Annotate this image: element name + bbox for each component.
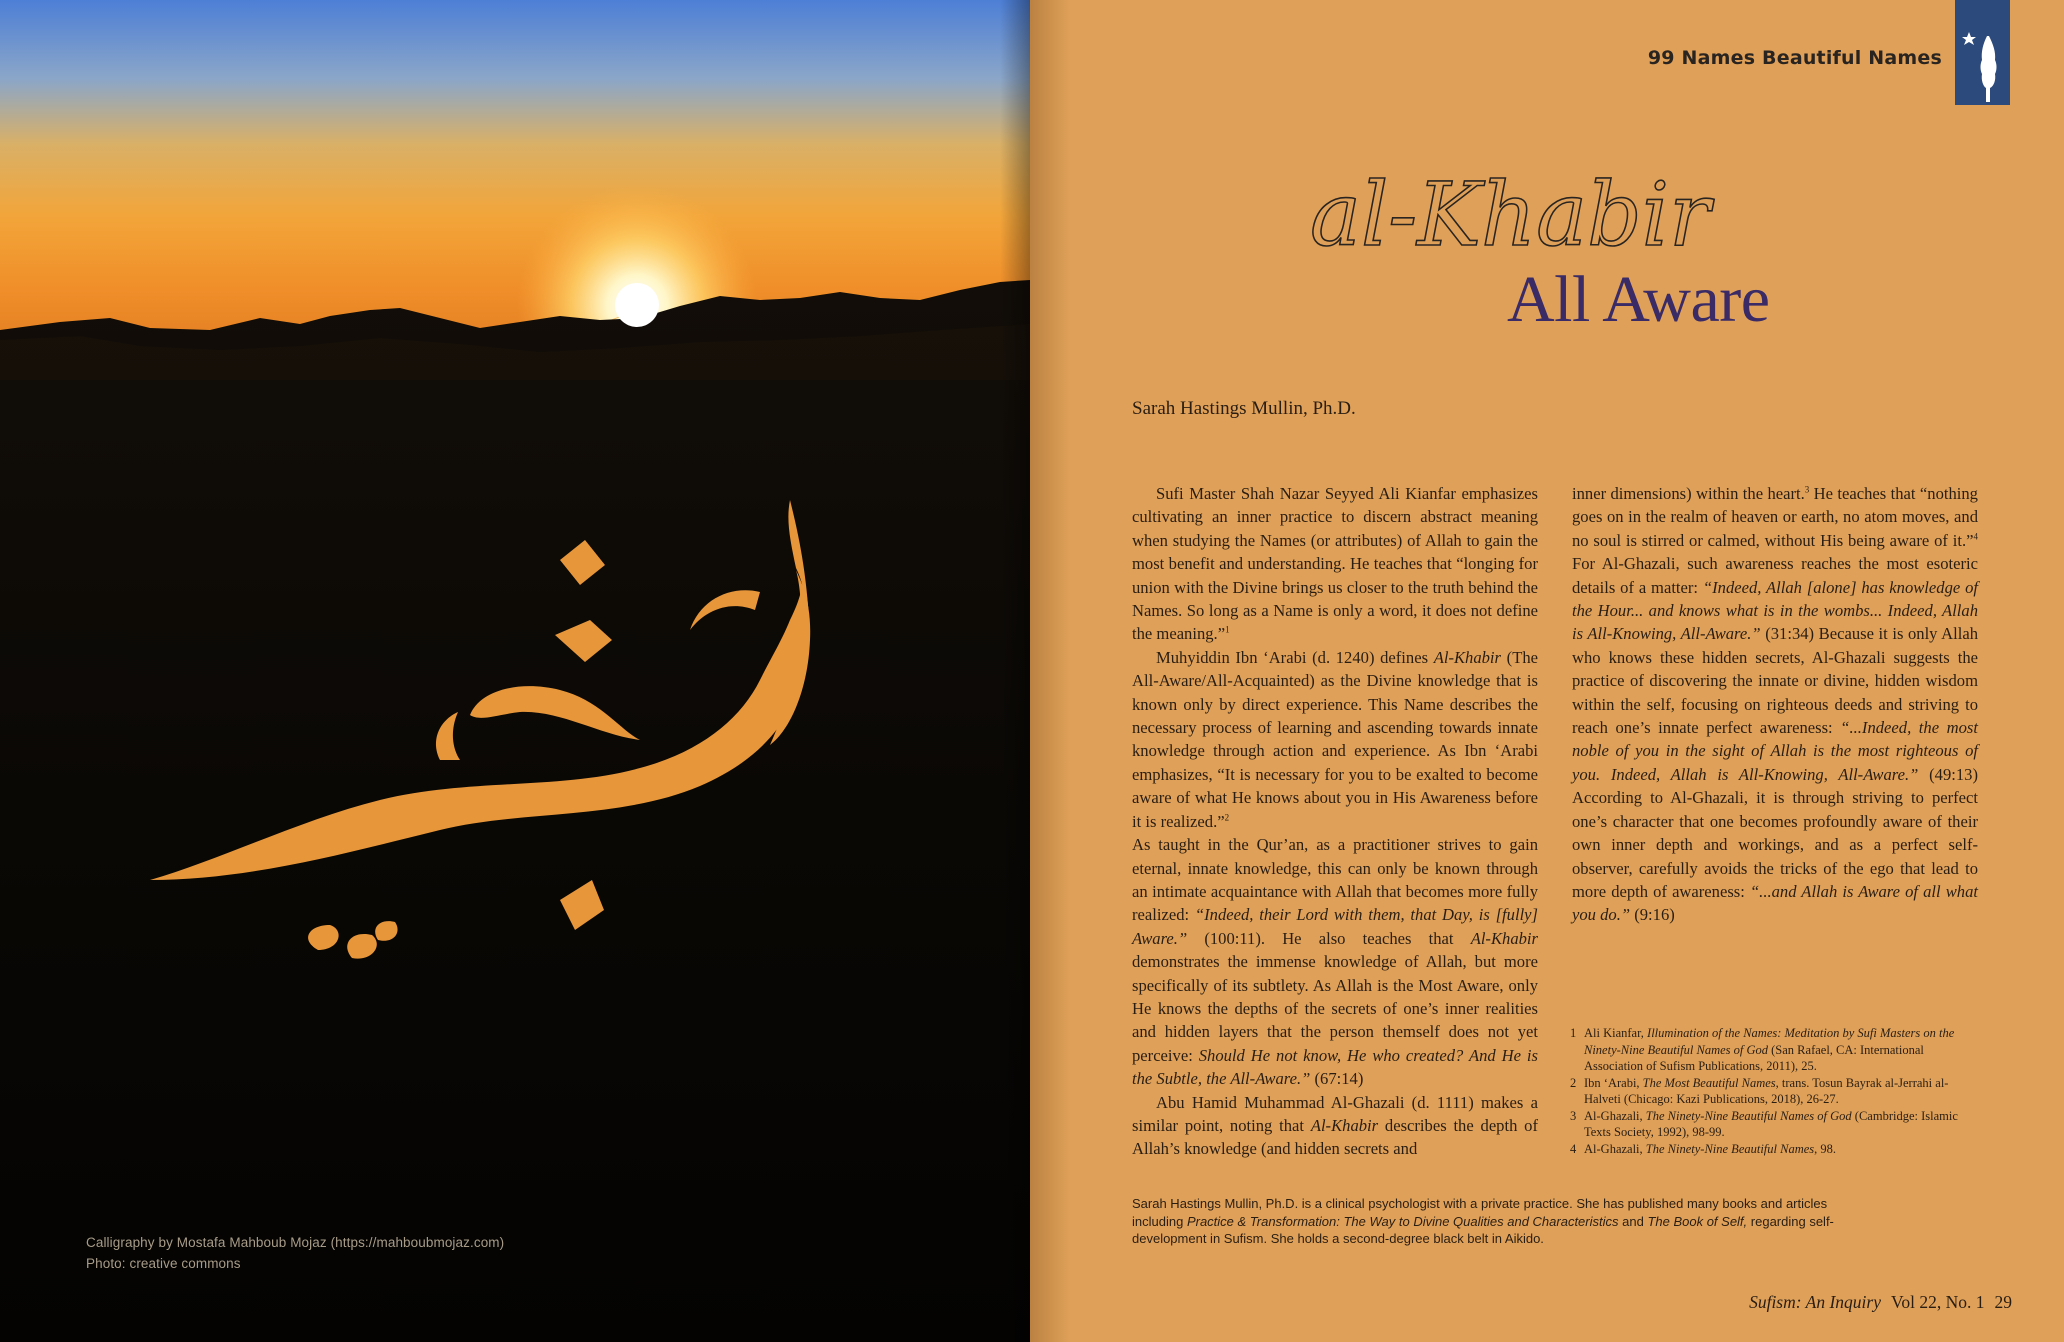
arabic-calligraphy-image xyxy=(0,0,1030,1342)
footnote: 1 Ali Kianfar, Illumination of the Names: Meditation by Sufi Masters on the Ninety-Nine Beautiful Names of God (San Rafael, CA: International Association of Sufism Publications, 2011), 25. xyxy=(1570,1026,1955,1073)
right-page-article xyxy=(1030,0,2064,1342)
script-title xyxy=(1280,135,1740,275)
svg-text:al-Khabir: al-Khabir xyxy=(1310,163,1715,266)
paragraph-1: Sufi Master Shah Nazar Seyyed Ali Kianfar emphasizes cultivating an inner practice to discern abstract meaning when studying the Names (or attributes) of Allah to gain the most benefit and understanding. He teaches that “longing for union with the Divine brings us closer to the truth behind the Names. So long as a Name is only a word, it does not define the meaning.”$^1$ xyxy=(1132,484,1538,644)
body-column-1 xyxy=(1132,482,1538,1161)
body-column-2 xyxy=(1572,482,1978,927)
calligraphy-credit: Calligraphy by Mostafa Mahboub Mojaz (https://mahboubmojaz.com) xyxy=(86,1235,505,1250)
series-title: 99 Names Beautiful Names xyxy=(1647,47,1942,69)
footnote: 3 Al-Ghazali, The Ninety-Nine Beautiful Names of God (Cambridge: Islamic Texts Society, 1992), 98-99. xyxy=(1570,1108,1958,1139)
tree-icon xyxy=(1955,0,2010,105)
photo-credit xyxy=(86,1232,504,1274)
footnotes xyxy=(1562,1025,1982,1157)
journal-name: Sufism: An Inquiry xyxy=(1749,1292,1881,1312)
gutter-shadow xyxy=(1000,0,1030,1342)
paragraph-2: Muhyiddin Ibn ‘Arabi (d. 1240) defines Al-Khabir (The All-Aware/All-Acquainted) as the Divine knowledge that is known only by direct experience. This Name describes the necessary process of learning and ascending towards innate knowledge through action and experience. As Ibn ‘Arabi emphasizes, “It is necessary for you to be exalted to become aware of what He knows about you in His Awareness before it is realized.”$^2$ xyxy=(1132,647,1538,831)
paragraph-5: inner dimensions) within the heart.$^3$ He teaches that “nothing goes on in the realm of heaven or earth, no atom moves, and no soul is stirred or calmed, without His being aware of it.”$^4$ For Al-Ghazali, such awareness reaches the most esoteric details of a matter: “Indeed, Allah [alone] has knowledge of the Hour... and knows what is in the wombs... Indeed, Allah is All-Knowing, All-Aware.” (31:34) Because it is only Allah who knows these hidden secrets, Al-Ghazali suggests the practice of discovering the innate or divine, hidden wisdom within the self, focusing on righteous deeds and striving to reach one’s innate perfect awareness: “...Indeed, the most noble of you in the sight of Allah is the most righteous of you. Indeed, Allah is All-Knowing, All-Aware.” (49:13) According to Al-Ghazali, it is through striving to perfect one’s character that one becomes profoundly aware of their own inner depth and workings, and as a perfect self-observer, carefully avoids the tricks of the ego that lead to more depth of awareness: “...and Allah is Aware of all what you do.” (9:16) xyxy=(1572,484,1979,925)
page-number: 29 xyxy=(1994,1292,2012,1312)
page-footer xyxy=(1749,1292,2012,1313)
bookmark-tab xyxy=(1955,0,2010,105)
author-bio: Sarah Hastings Mullin, Ph.D. is a clinical psychologist with a private practice. She has published many books and articles including Practice & Transformation: The Way to Divine Qualities and Characteristics and The Book of Self, regarding self-development in Sufism. She holds a second-degree black belt in Aikido. xyxy=(1132,1196,1834,1246)
volume-issue: Vol 22, No. 1 xyxy=(1890,1292,1985,1312)
footnote: 2 Ibn ‘Arabi, The Most Beautiful Names, trans. Tosun Bayrak al-Jerrahi al-Halveti (Chicago: Kazi Publications, 2018), 26-27. xyxy=(1570,1075,1949,1106)
paragraph-3: As taught in the Qur’an, as a practitioner strives to gain eternal, innate knowledge, this can only be known through an intimate acquaintance with Allah that becomes more fully realized: “Indeed, their Lord with them, that Day, is [fully] Aware.” (100:11). He also teaches that Al-Khabir demonstrates the immense knowledge of Allah, but more specifically of its subtlety. As Allah is the Most Aware, only He knows the depths of the secrets of one’s inner realities and hidden layers that the person themself does not yet perceive: Should He not know, He who created? And He is the Subtle, the All-Aware.” (67:14) xyxy=(1132,835,1539,1089)
left-page-photo xyxy=(0,0,1030,1342)
star-icon xyxy=(1962,32,1976,45)
article-title: All Aware xyxy=(1507,263,1770,336)
footnote: 4 Al-Ghazali, The Ninety-Nine Beautiful Names, 98. xyxy=(1570,1141,1837,1156)
photo-source-credit: Photo: creative commons xyxy=(86,1256,241,1271)
paragraph-4: Abu Hamid Muhammad Al-Ghazali (d. 1111) makes a similar point, noting that Al-Khabir describes the depth of Allah’s knowledge (and hidden secrets and xyxy=(1132,1092,1538,1159)
author-byline: Sarah Hastings Mullin, Ph.D. xyxy=(1132,398,1356,419)
